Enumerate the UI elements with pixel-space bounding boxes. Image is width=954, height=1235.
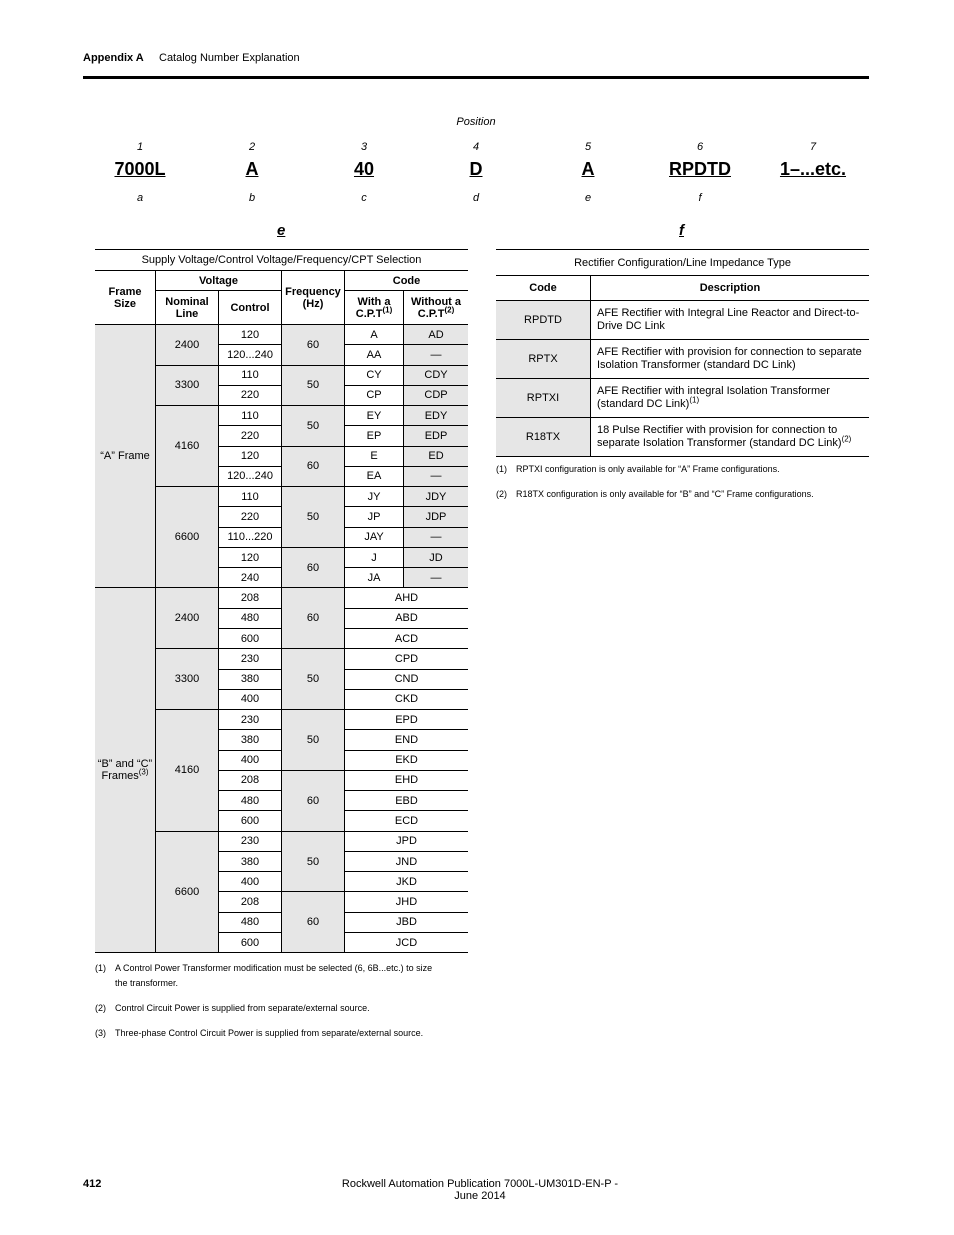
appendix-label: Appendix A xyxy=(83,52,144,64)
code-cell: CND xyxy=(345,669,469,689)
control-cell: 230 xyxy=(219,831,282,851)
control-cell: 230 xyxy=(219,710,282,730)
control-cell: 120...240 xyxy=(219,466,282,486)
frequency-cell: 60 xyxy=(282,547,345,588)
frequency-cell: 60 xyxy=(282,325,345,366)
code-cell: EPD xyxy=(345,710,469,730)
code-cell: JND xyxy=(345,851,469,871)
position-letter: f xyxy=(698,192,702,204)
with-cpt-cell: CP xyxy=(345,385,404,405)
with-cpt-cell: CY xyxy=(345,365,404,385)
code-cell: CKD xyxy=(345,689,469,709)
with-cpt-cell: JY xyxy=(345,487,404,507)
position-number: 6 xyxy=(696,141,704,153)
without-cpt-cell: CDY xyxy=(404,365,469,385)
position-letter: d xyxy=(472,192,480,204)
with-cpt-cell: JA xyxy=(345,568,404,588)
position-code: D xyxy=(469,159,483,179)
code-header: Code xyxy=(345,271,469,291)
nominal-line-cell: 4160 xyxy=(156,710,219,832)
table-row xyxy=(95,588,468,608)
code-cell: CPD xyxy=(345,649,469,669)
without-cpt-cell: EDP xyxy=(404,426,469,446)
with-cpt-cell: EA xyxy=(345,466,404,486)
code-header: Code xyxy=(496,276,591,301)
code-cell: END xyxy=(345,730,469,750)
control-cell: 220 xyxy=(219,385,282,405)
nominal-line-cell: 3300 xyxy=(156,649,219,710)
code-cell: JPD xyxy=(345,831,469,851)
position-number: 5 xyxy=(584,141,592,153)
header-title: Catalog Number Explanation xyxy=(159,52,300,64)
code-cell: EHD xyxy=(345,770,469,790)
without-cpt-cell: — xyxy=(404,345,469,365)
table-row xyxy=(496,418,869,457)
with-cpt-cell: E xyxy=(345,446,404,466)
control-cell: 600 xyxy=(219,628,282,648)
control-cell: 600 xyxy=(219,932,282,952)
without-cpt-cell: — xyxy=(404,527,469,547)
position-number: 3 xyxy=(360,141,368,153)
nominal-line-cell: 3300 xyxy=(156,365,219,406)
code-cell: JHD xyxy=(345,892,469,912)
with-cpt-cell: AA xyxy=(345,345,404,365)
code-cell: JBD xyxy=(345,912,469,932)
frequency-cell: 50 xyxy=(282,365,345,406)
control-cell: 380 xyxy=(219,851,282,871)
rectifier-code-cell: RPTX xyxy=(496,340,591,379)
control-cell: 208 xyxy=(219,588,282,608)
position-letter: c xyxy=(361,192,367,204)
frequency-cell: 60 xyxy=(282,770,345,831)
control-cell: 240 xyxy=(219,568,282,588)
position-code: 40 xyxy=(353,159,375,179)
position-number: 1 xyxy=(136,141,144,153)
code-cell: JKD xyxy=(345,872,469,892)
nominal-line-cell: 6600 xyxy=(156,487,219,588)
section-letter-e: e xyxy=(277,222,286,239)
nominal-line-cell: 4160 xyxy=(156,406,219,487)
rectifier-code-cell: R18TX xyxy=(496,418,591,457)
table-row xyxy=(496,340,869,379)
without-cpt-cell: EDY xyxy=(404,406,469,426)
frequency-cell: 50 xyxy=(282,710,345,771)
rectifier-description-cell: AFE Rectifier with provision for connection to separate Isolation Transformer (standard DC Link) xyxy=(591,340,870,379)
control-cell: 110 xyxy=(219,365,282,385)
rectifier-description-cell: AFE Rectifier with integral Isolation Transformer (standard DC Link)$^{(1)}$ xyxy=(591,379,870,418)
control-cell: 380 xyxy=(219,669,282,689)
with-cpt-cell: JAY xyxy=(345,527,404,547)
with-cpt-header: With a $C.P.T^{(1)}$ xyxy=(345,291,404,325)
control-cell: 208 xyxy=(219,770,282,790)
with-cpt-cell: A xyxy=(345,325,404,345)
nominal-line-header: Nominal Line xyxy=(156,291,219,325)
frequency-cell: 50 xyxy=(282,649,345,710)
code-cell: ACD xyxy=(345,628,469,648)
position-code: A xyxy=(245,159,259,179)
frequency-cell: 60 xyxy=(282,446,345,487)
code-cell: ABD xyxy=(345,608,469,628)
without-cpt-cell: ED xyxy=(404,446,469,466)
position-letter: b xyxy=(248,192,256,204)
supply-voltage-table xyxy=(95,249,468,953)
frame-size-header: Frame Size xyxy=(95,271,156,325)
voltage-header: Voltage xyxy=(156,271,282,291)
without-cpt-cell: JD xyxy=(404,547,469,567)
position-number: 2 xyxy=(248,141,256,153)
position-code: A xyxy=(581,159,595,179)
control-cell: 480 xyxy=(219,791,282,811)
control-cell: 220 xyxy=(219,426,282,446)
publication-info: Rockwell Automation Publication 7000L-UM301D-EN-P - June 2014 xyxy=(341,1178,619,1202)
with-cpt-cell: J xyxy=(345,547,404,567)
frequency-cell: 50 xyxy=(282,406,345,447)
with-cpt-cell: EP xyxy=(345,426,404,446)
position-code: 7000L xyxy=(114,159,166,179)
table-caption: Rectifier Configuration/Line Impedance Type xyxy=(496,250,869,276)
control-cell: 220 xyxy=(219,507,282,527)
code-cell: EBD xyxy=(345,791,469,811)
frame-size-cell: “B” and “C” Frames$^{(3)}$ xyxy=(95,588,156,953)
table-row xyxy=(496,379,869,418)
control-cell: 600 xyxy=(219,811,282,831)
without-cpt-cell: — xyxy=(404,568,469,588)
nominal-line-cell: 2400 xyxy=(156,325,219,366)
code-cell: ECD xyxy=(345,811,469,831)
rectifier-description-cell: 18 Pulse Rectifier with provision for connection to separate Isolation Transformer (standard DC Link)$^{(2)}$ xyxy=(591,418,870,457)
control-cell: 480 xyxy=(219,608,282,628)
control-cell: 120 xyxy=(219,325,282,345)
page-number: 412 xyxy=(83,1178,102,1190)
table-row xyxy=(95,325,468,345)
control-cell: 400 xyxy=(219,872,282,892)
frequency-cell: 60 xyxy=(282,588,345,649)
rectifier-config-table xyxy=(496,249,869,457)
code-cell: EKD xyxy=(345,750,469,770)
without-cpt-cell: — xyxy=(404,466,469,486)
frequency-cell: 60 xyxy=(282,892,345,953)
control-cell: 110...220 xyxy=(219,527,282,547)
code-cell: JCD xyxy=(345,932,469,952)
code-cell: AHD xyxy=(345,588,469,608)
frequency-cell: 50 xyxy=(282,487,345,548)
rectifier-description-cell: AFE Rectifier with Integral Line Reactor and Direct-to-Drive DC Link xyxy=(591,301,870,340)
table-caption: Supply Voltage/Control Voltage/Frequency/CPT Selection xyxy=(95,250,468,271)
position-label: Position xyxy=(456,116,496,128)
position-letter: e xyxy=(584,192,592,204)
control-cell: 380 xyxy=(219,730,282,750)
nominal-line-cell: 2400 xyxy=(156,588,219,649)
control-cell: 230 xyxy=(219,649,282,669)
without-cpt-cell: AD xyxy=(404,325,469,345)
without-cpt-cell: CDP xyxy=(404,385,469,405)
without-cpt-cell: JDY xyxy=(404,487,469,507)
description-header: Description xyxy=(591,276,870,301)
control-cell: 208 xyxy=(219,892,282,912)
control-cell: 110 xyxy=(219,487,282,507)
position-number: 4 xyxy=(472,141,480,153)
position-code: RPDTD xyxy=(669,159,731,179)
control-cell: 120...240 xyxy=(219,345,282,365)
frequency-cell: 50 xyxy=(282,831,345,892)
frequency-header: Frequency (Hz) xyxy=(282,271,345,325)
rectifier-code-cell: RPDTD xyxy=(496,301,591,340)
section-letter-f: f xyxy=(679,222,684,239)
control-cell: 400 xyxy=(219,689,282,709)
control-cell: 120 xyxy=(219,446,282,466)
control-cell: 120 xyxy=(219,547,282,567)
with-cpt-cell: JP xyxy=(345,507,404,527)
table-row xyxy=(496,301,869,340)
with-cpt-cell: EY xyxy=(345,406,404,426)
nominal-line-cell: 6600 xyxy=(156,831,219,953)
rectifier-code-cell: RPTXI xyxy=(496,379,591,418)
page-header xyxy=(83,52,869,79)
position-letter: a xyxy=(136,192,144,204)
position-number: 7 xyxy=(809,141,817,153)
control-header: Control xyxy=(219,291,282,325)
position-code: 1–...etc. xyxy=(779,159,847,179)
control-cell: 110 xyxy=(219,406,282,426)
control-cell: 400 xyxy=(219,750,282,770)
control-cell: 480 xyxy=(219,912,282,932)
without-cpt-cell: JDP xyxy=(404,507,469,527)
without-cpt-header: Without a $C.P.T^{(2)}$ xyxy=(404,291,469,325)
frame-size-cell: “A” Frame xyxy=(95,325,156,588)
